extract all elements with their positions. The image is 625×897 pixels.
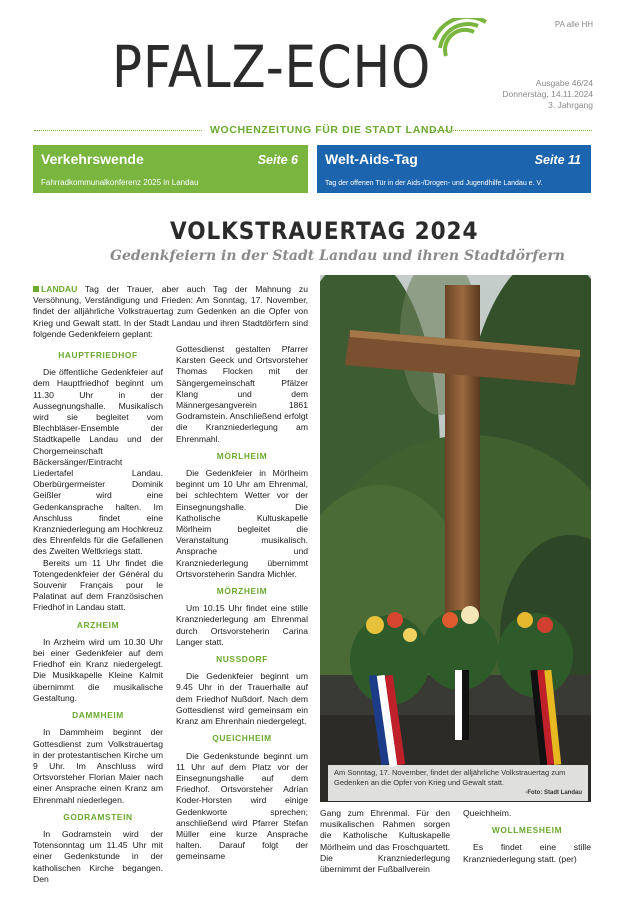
tagline: WOCHENZEITUNG FÜR DIE STADT LANDAU: [210, 124, 454, 136]
section-heading: WOLLMESHEIM: [491, 825, 563, 836]
section-heading: MÖRLHEIM: [216, 450, 268, 461]
article-photo: [320, 275, 591, 802]
paragraph: Bereits um 11 Uhr findet die Totengedenkfeier der Général du Souvenir Français pour le Palatinat auf dem Französischen Friedhof in Landau statt.: [33, 557, 163, 613]
issue-volume: 3. Jahrgang: [548, 100, 593, 110]
paragraph: Um 10.15 Uhr findet eine stille Kranzniederlegung am Ehrenmal durch Ortsvorsteherin Carina Langer statt.: [176, 603, 308, 647]
column-3: [320, 808, 450, 875]
teaser-title: Verkehrswende: [41, 151, 144, 167]
paragraph: In Arzheim wird um 10.30 Uhr bei einer Gedenkfeier auf dem Friedhof ein Kranz niedergelegt. Die Musikkapelle Kleine Kalmit übernimmt die musikalische Gestaltung.: [33, 636, 163, 703]
edition-label: PA alle HH: [554, 20, 593, 29]
paragraph: In Dammheim beginnt der Gottesdienst zum Volkstrauertag in der protestantischen Kirche um 9 Uhr. Im Anschluss wird Ortsvorsteher Florian Maier nach einer Ansprache einen Kranz am Ehrenmahl niederlegen.: [33, 727, 163, 805]
section-heading: QUEICHHEIM: [212, 733, 272, 744]
section-heading: ARZHEIM: [76, 619, 120, 630]
paragraph: Gang zum Ehrenmal. Für den musikalischen Rahmen sorgen die Katholische Kultuskapelle Mörlheim und das Froschquartett. Die Kranzniederlegung übernimmt der Fußballverein: [320, 808, 450, 875]
section-heading: GODRAMSTEIN: [63, 811, 133, 822]
paragraph: Die Gedenkstunde beginnt um 11 Uhr auf dem Platz vor der Einsegnungshalle auf dem Friedhof. Ortsvorsteher Adrian Koder-Horsten wird einige Gedenkworte sprechen; anschließend wird Pfarrer Stefan Müller eine kurze Ansprache halten. Darauf folgt der gemeinsame: [176, 750, 308, 862]
issue-number: Ausgabe 46/24: [535, 78, 593, 88]
paragraph: Queichheim.: [463, 808, 512, 818]
divider-left: [34, 130, 202, 131]
teaser-page: Seite 11: [534, 153, 581, 167]
teaser-page: Seite 6: [257, 153, 298, 167]
paragraph: Die Gedenkfeier beginnt um 9.45 Uhr in der Trauerhalle auf dem Friedhof Nußdorf. Nach dem Gottesdienst wird gemeinsam ein Kranz am Ehrenhain niedergelegt.: [176, 671, 308, 727]
signal-waves-logo: [430, 18, 500, 73]
paragraph: In Godramstein wird der Totensonntag um 11.45 Uhr mit einer Gedenkstunde in der katholischen Kirche begangen. Den: [33, 828, 163, 884]
section-heading: DAMMHEIM: [72, 710, 124, 721]
article-subheadline: Gedenkfeiern in der Stadt Landau und ihren Stadtdörfern: [110, 248, 565, 264]
column-2: [176, 344, 308, 863]
section-heading: NUSSDORF: [216, 654, 268, 665]
paragraph: Die Gedenkfeier in Mörlheim beginnt um 10 Uhr am Ehrenmal, bei schlechtem Wetter vor der Einsegnungshalle. Die Katholische Kultuskapelle Mörlheim begleitet die Veranstaltung musikalisch. Ansprache und Kranzniederlegung übernimmt Ortsvorsteherin Sandra Michler.: [176, 468, 308, 579]
teaser-welt-aids-tag[interactable]: [317, 145, 591, 193]
article-headline: VOLKSTRAUERTAG 2024: [170, 217, 479, 245]
section-heading: MÖRZHEIM: [216, 586, 268, 597]
divider-right: [430, 130, 592, 131]
issue-info: [502, 78, 593, 111]
teaser-verkehrswende[interactable]: [33, 145, 308, 193]
masthead-title: PFALZ-ECHO: [112, 33, 432, 101]
lead-text: Tag der Trauer, aber auch Tag der Mahnung zu Versöhnung, Verständigung und Frieden: Am Sonntag, 17. November, findet der alljährliche Volkstrauertag zum Gedenken an die Opfer von Krieg und Gewalt statt. In der Stadt Landau und ihren Stadtdörfern sind folgende Gedenkfeiern geplant:: [33, 284, 308, 339]
paragraph: Es findet eine stille Kranzniederlegung statt. (per): [463, 842, 591, 864]
photo-caption: [328, 765, 588, 801]
lead-square-icon: [33, 286, 39, 292]
column-4: [463, 808, 591, 865]
article-lead: [33, 284, 308, 340]
caption-text: Am Sonntag, 17. November, findet der alljährliche Volkstrauertag zum Gedenken an die Opfer von Krieg und Gewalt statt.: [334, 768, 566, 787]
teaser-title: Welt-Aids-Tag: [325, 151, 418, 167]
paragraph: Die öffentliche Gedenkfeier auf dem Hauptfriedhof beginnt um 11.30 Uhr in der Aussegnungshalle. Musikalisch wird sie begleitet vom Blechbläser-Ensemble der Stadtkapelle Landau und der Chorgemeinschaft Bäckersänger/Eintracht Liedertafel Landau. Oberbürgermeister Dominik Geißler wird eine Gedenkansprache halten. Im Anschluss findet eine Kranzniederlegung am Hochkreuz des Ehrenfelds für die Gefallenen des Zweiten Weltkriegs statt.: [33, 367, 163, 557]
memorial-cross-photo: [320, 275, 591, 802]
section-heading: HAUPTFRIEDHOF: [58, 350, 138, 360]
paragraph: Gottesdienst gestalten Pfarrer Karsten Geeck und Ortsvorsteher Thomas Flocken mit der Sängergemeinschaft Pfälzer Klang und dem Männergesangverein 1861 Godramstein. Anschließend erfolgt die Kranzniederlegung am Ehrenmahl.: [176, 344, 308, 444]
teaser-subtitle: Tag der offenen Tür in der Aids-/Drogen- und Jugendhilfe Landau e. V.: [325, 180, 543, 187]
teaser-subtitle: Fahrradkommunalkonferenz 2025 in Landau: [41, 178, 199, 187]
photo-credit: -Foto: Stadt Landau: [525, 790, 582, 796]
issue-date: Donnerstag, 14.11.2024: [502, 89, 593, 99]
lead-dateline: LANDAU: [41, 284, 78, 294]
column-1: [33, 344, 163, 885]
